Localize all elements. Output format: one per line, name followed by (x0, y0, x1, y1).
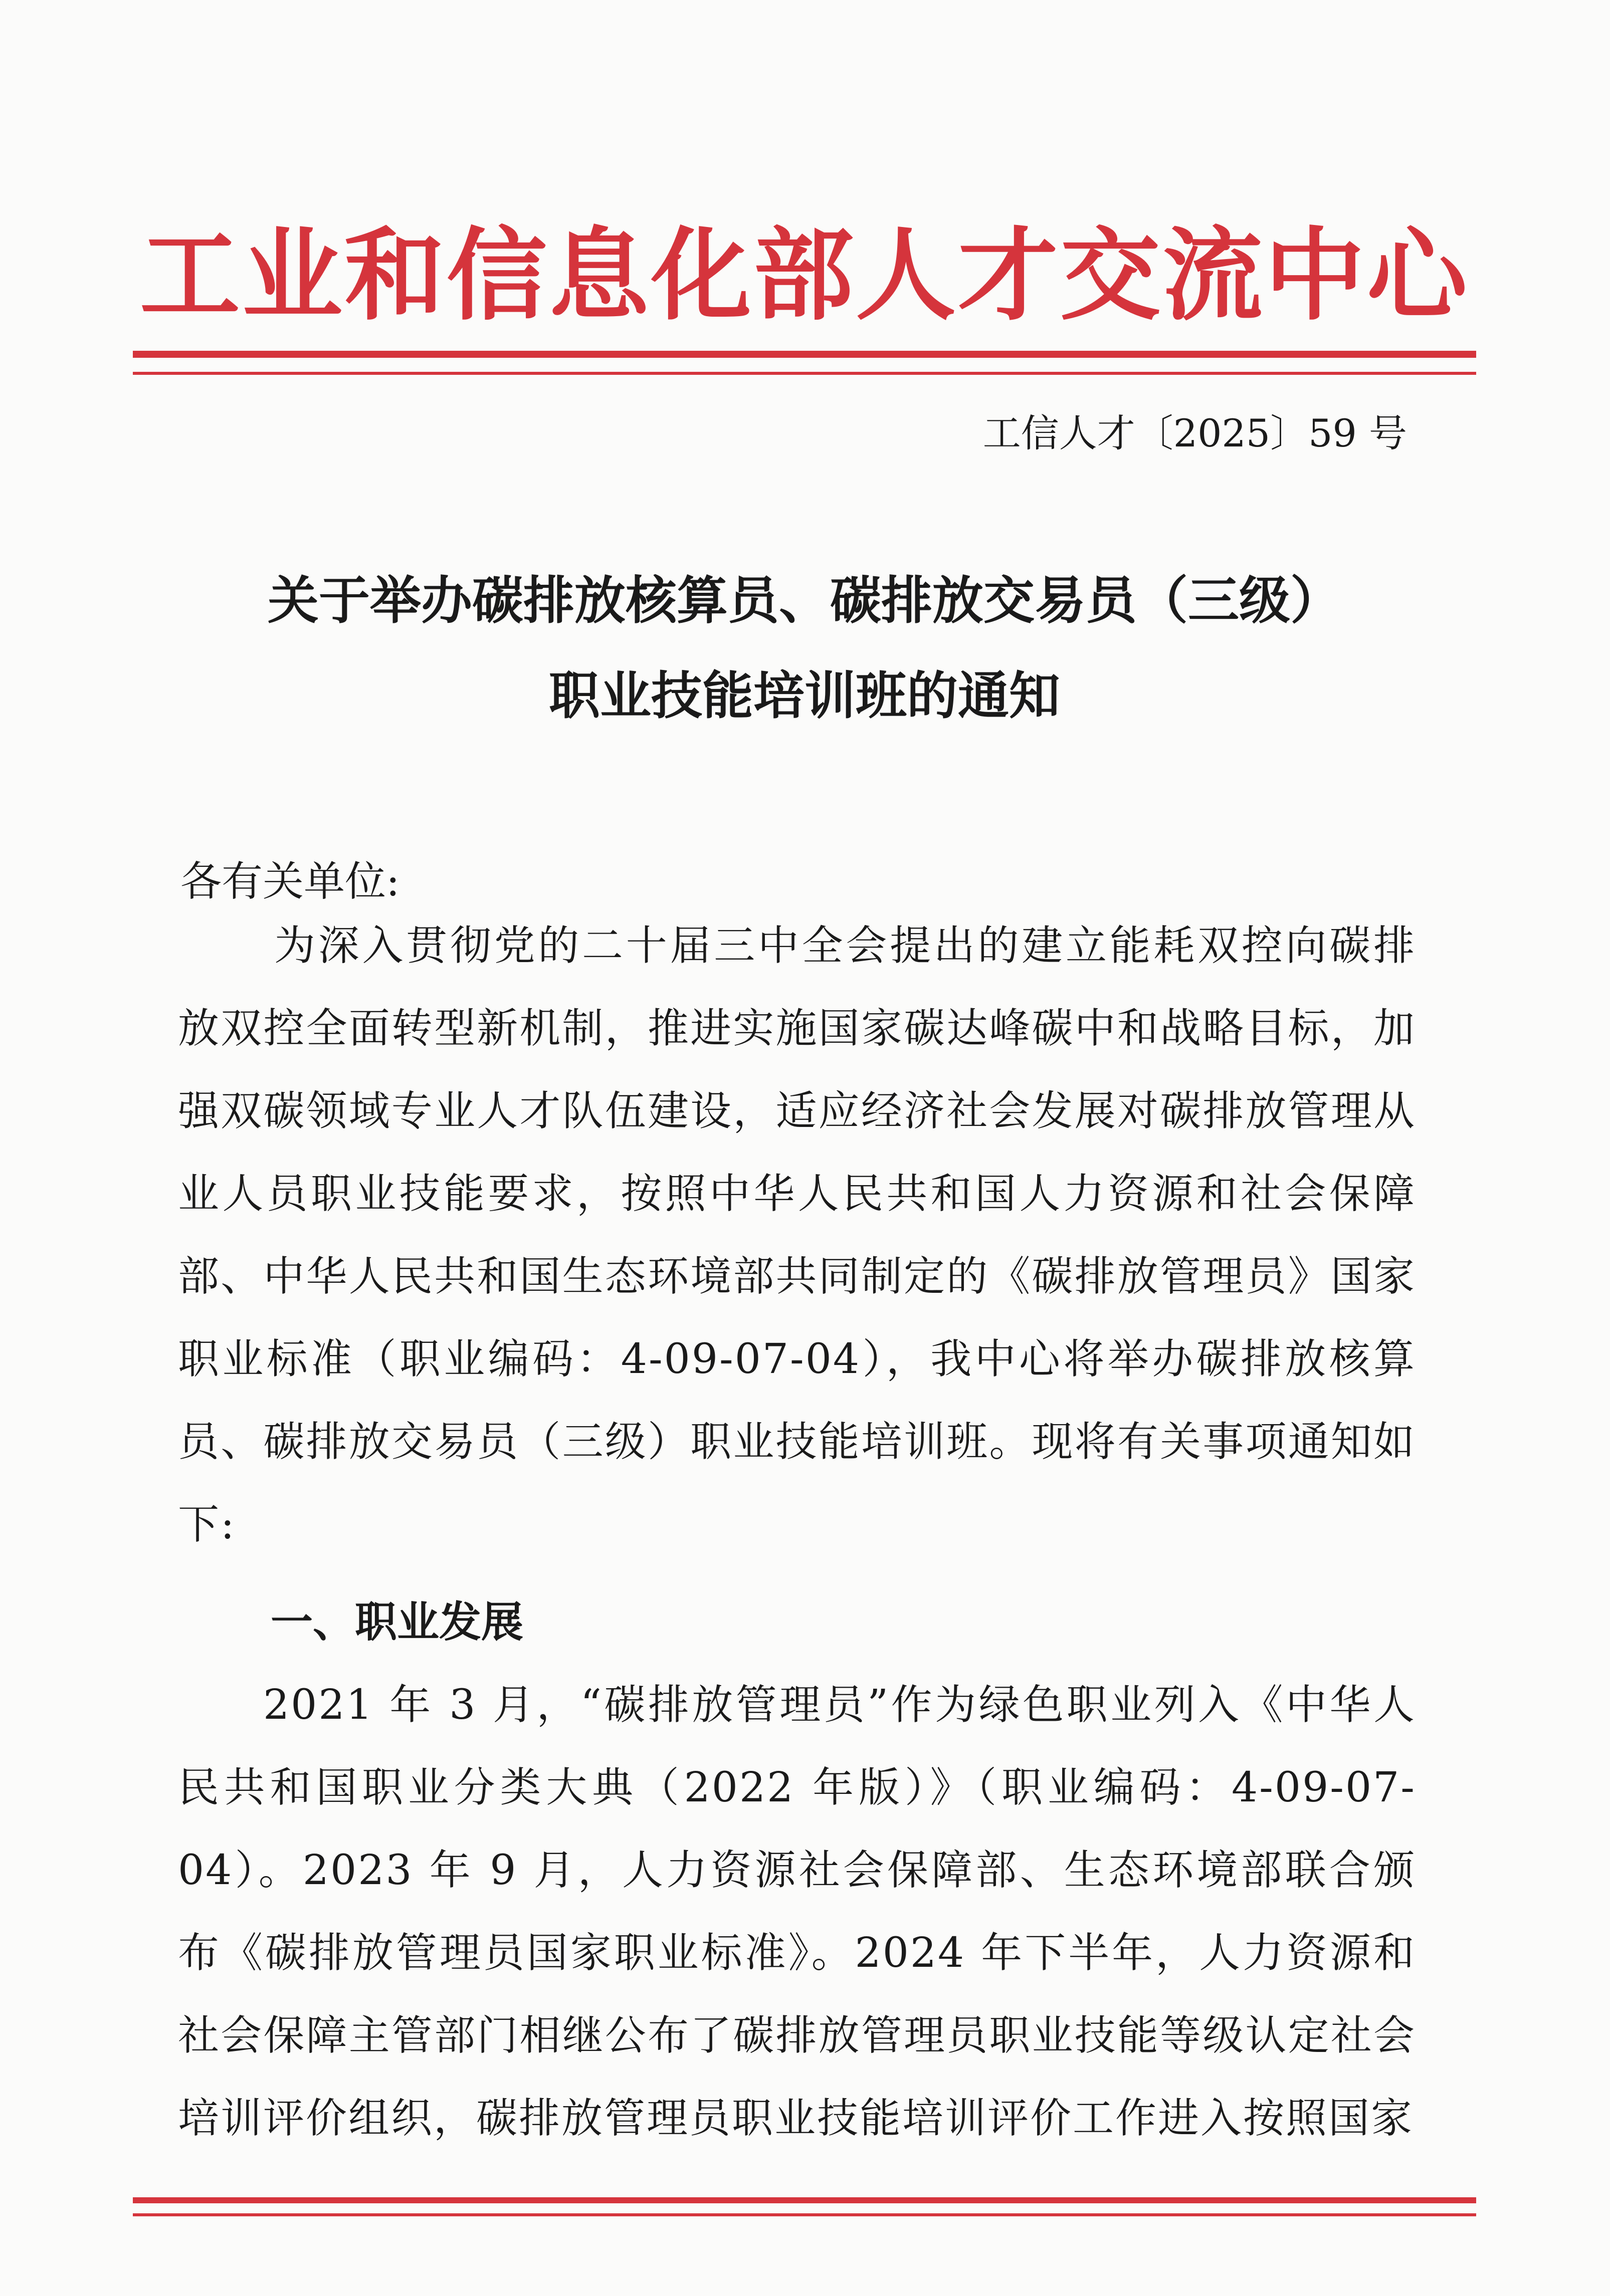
section-heading-career-development: 一、职业发展 (271, 1597, 524, 1647)
document-title-line-2: 职业技能培训班的通知 (549, 666, 1060, 726)
issuing-organization-header: 工业和信息化部人才交流中心 (139, 216, 1469, 334)
header-red-rule-thin (133, 372, 1476, 375)
footer-red-rule-thick (133, 2197, 1476, 2203)
header-red-rule-thick (133, 351, 1476, 358)
footer-red-rule-thin (133, 2213, 1476, 2216)
salutation: 各有关单位: (180, 858, 400, 905)
body-paragraph-intro: 为深入贯彻党的二十届三中全会提出的建立能耗双控向碳排放双控全面转型新机制，推进实施国家碳达峰碳中和战略目标，加强双碳领域专业人才队伍建设，适应经济社会发展对碳排放管理从业人员职业技能要求，按照中华人民共和国人力资源和社会保障部、中华人民共和国生态环境部共同制定的《碳排放管理员》国家职业标准（职业编码：4-09-07-04），我中心将举办碳排放核算员、碳排放交易员（三级）职业技能培训班。现将有关事项通知如下: (178, 922, 1416, 1548)
document-number: 工信人才〔2025〕59 号 (982, 411, 1407, 455)
body-paragraph-career-development: 2021 年 3 月，“碳排放管理员”作为绿色职业列入《中华人民共和国职业分类大典（2022 年版）》（职业编码：4-09-07-04）。2023 年 9 月，人力资源社会保障部、生态环境部联合颁布《碳排放管理员国家职业标准》。2024 年下半年，人力资源和社会保障主管部门相继公布了碳排放管理员职业技能等级认定社会培训评价组织，碳排放管理员职业技能培训评价工作进入按照国家 (178, 1681, 1416, 2142)
document-title-line-1: 关于举办碳排放核算员、碳排放交易员（三级） (268, 571, 1341, 631)
